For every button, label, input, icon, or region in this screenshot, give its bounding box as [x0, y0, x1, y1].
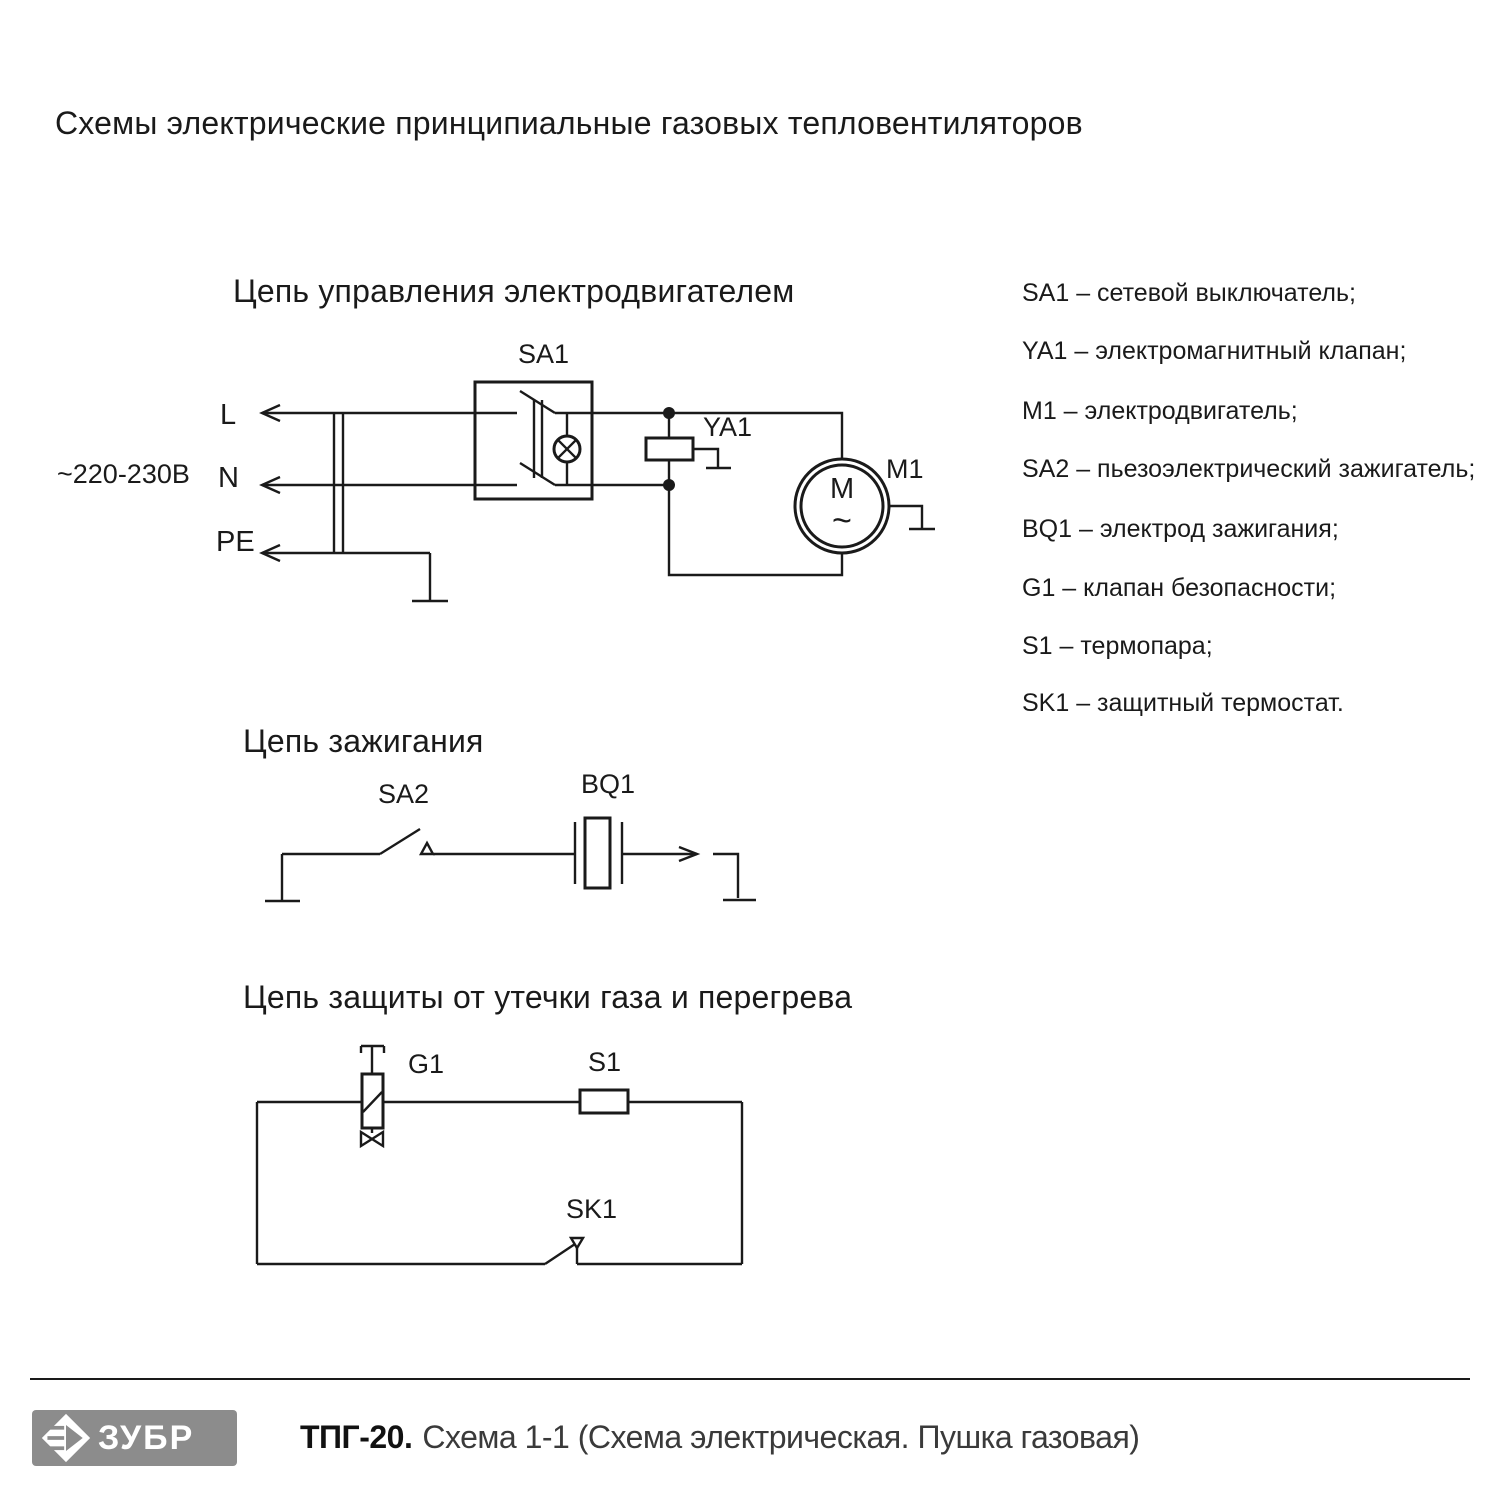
- zubr-emblem-icon: [40, 1412, 92, 1464]
- footer-divider: [30, 1378, 1470, 1380]
- voltage-label: ~220-230В: [57, 459, 190, 489]
- s1-label: S1: [588, 1047, 622, 1077]
- right-ground-icon: [713, 854, 756, 900]
- pe-ground-icon: [412, 553, 448, 601]
- legend-item: M1 – электродвигатель;: [1022, 397, 1298, 425]
- circuit2-title: Цепь зажигания: [243, 723, 484, 759]
- safety-valve-g1-symbol: [361, 1046, 384, 1146]
- supply-bus: [334, 413, 343, 553]
- spark-arrow-icon: [622, 847, 697, 861]
- legend-item: YA1 – электромагнитный клапан;: [1022, 337, 1407, 365]
- piezo-igniter-sa2-symbol: [380, 829, 433, 854]
- line-pe-arrow-icon: [262, 545, 430, 561]
- legend-item: SK1 – защитный термостат.: [1022, 689, 1344, 717]
- protection-circuit: [257, 1046, 742, 1264]
- motor-ground-icon: [889, 506, 935, 529]
- circuit3-title: Цепь защиты от утечки газа и перегрева: [243, 979, 853, 1015]
- zubr-logo: [32, 1410, 237, 1466]
- motor-letter: M: [830, 473, 855, 505]
- sa2-label: SA2: [378, 779, 430, 809]
- circuit1-title: Цепь управления электродвигателем: [233, 273, 795, 309]
- indicator-lamp-icon: [554, 413, 580, 485]
- motor-ac-symbol: ~: [832, 502, 852, 540]
- ya1-ground-icon: [693, 449, 731, 468]
- line-l-arrow-icon: [262, 405, 475, 421]
- m1-label: M1: [886, 454, 924, 484]
- brand-name: ЗУБР: [98, 1418, 195, 1457]
- ignition-circuit: [265, 818, 756, 901]
- switch-sa1-symbol: [475, 382, 592, 499]
- line-n-label: N: [218, 462, 239, 494]
- model-name: ТПГ-20.: [300, 1419, 413, 1455]
- wire-l-to-motor: [555, 413, 842, 459]
- line-pe-label: PE: [216, 526, 255, 558]
- legend-item: G1 – клапан безопасности;: [1022, 574, 1337, 602]
- line-n-arrow-icon: [262, 477, 475, 493]
- ya1-label: YA1: [703, 412, 753, 442]
- legend-item: SA1 – сетевой выключатель;: [1022, 279, 1356, 307]
- thermostat-sk1-symbol: [545, 1238, 583, 1264]
- bq1-label: BQ1: [581, 769, 636, 799]
- left-ground-icon: [265, 854, 300, 901]
- caption-text: Схема 1-1 (Схема электрическая. Пушка газовая): [422, 1419, 1140, 1455]
- sa1-label: SA1: [518, 339, 570, 369]
- page-title: Схемы электрические принципиальные газовых тепловентиляторов: [55, 105, 1083, 141]
- legend-item: BQ1 – электрод зажигания;: [1022, 515, 1339, 543]
- thermocouple-s1-symbol: [580, 1090, 628, 1113]
- sk1-label: SK1: [566, 1194, 618, 1224]
- footer-caption: [300, 1419, 1139, 1456]
- line-l-label: L: [220, 399, 237, 431]
- legend-item: SA2 – пьезоэлектрический зажигатель;: [1022, 455, 1476, 483]
- g1-label: G1: [408, 1049, 445, 1079]
- legend-item: S1 – термопара;: [1022, 632, 1213, 660]
- spark-electrode-bq1-symbol: [575, 818, 622, 888]
